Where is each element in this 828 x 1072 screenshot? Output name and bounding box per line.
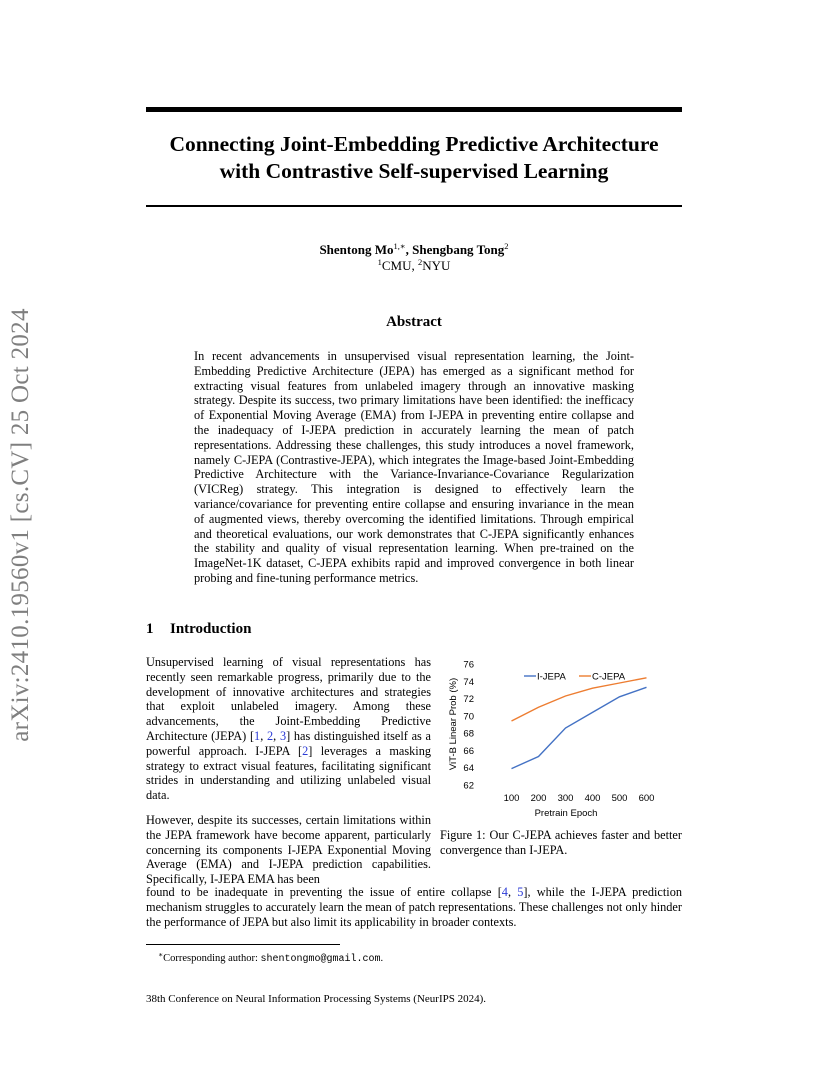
citation-link[interactable]: 5 [517, 885, 524, 899]
introduction-paragraph-2-end [146, 885, 682, 929]
author-2: Shengbang Tong [412, 242, 505, 257]
title-top-rule [146, 107, 682, 112]
author-2-mark: 2 [504, 241, 509, 251]
y-axis-ticks [463, 660, 474, 792]
y-tick-label: 62 [463, 780, 474, 792]
affiliations [146, 258, 682, 274]
x-axis-label: Pretrain Epoch [534, 808, 598, 819]
convergence-line-chart [440, 652, 682, 828]
paragraph-text: ] leverages a masking strategy to extract visual features, facilitating significant strides in understanding and utilizing unlabeled visual data. [146, 743, 431, 803]
abstract-heading: Abstract [386, 314, 442, 330]
citation-separator: , [260, 728, 267, 743]
citation-link[interactable]: 2 [302, 743, 309, 758]
x-tick-label: 200 [530, 793, 547, 804]
y-tick-label: 72 [463, 694, 474, 706]
y-tick-label: 64 [463, 763, 474, 775]
arxiv-identifier: arXiv:2410.19560v1 [cs.CV] 25 Oct 2024 [7, 308, 34, 742]
chart-series [512, 678, 647, 769]
title-line-2: with Contrastive Self-supervised Learning [219, 159, 609, 183]
footnote-rule [146, 944, 340, 945]
x-tick-label: 300 [557, 793, 574, 804]
y-tick-label: 66 [463, 745, 474, 757]
y-tick-label: 68 [463, 728, 474, 740]
y-axis-label: ViT-B Linear Prob (%) [448, 677, 459, 771]
paper-title [146, 131, 682, 185]
title-bottom-rule [146, 205, 682, 207]
figure-1 [440, 652, 682, 828]
section-title: Introduction [170, 621, 252, 637]
title-line-1: Connecting Joint-Embedding Predictive Architecture [169, 132, 659, 156]
paragraph-text: ], while the I-JEPA prediction mechanism struggles to accurately learn the mean of patch representations. These challenges not only hinder the performance of JEPA but also limit its applicability in broader contexts. [146, 885, 683, 929]
affiliation-1: CMU, [381, 258, 418, 273]
y-tick-label: 74 [463, 676, 474, 688]
affiliation-2-mark: 2 [417, 257, 423, 267]
author-names [146, 242, 682, 258]
author-1: Shentong Mo [319, 242, 394, 257]
affiliation-1-mark: 1 [377, 257, 382, 267]
citation-separator: , [273, 728, 280, 743]
y-tick-label: 70 [463, 711, 474, 723]
citation-separator: , [507, 885, 518, 899]
paragraph-text: found to be inadequate in preventing the issue of entire collapse [ [146, 885, 502, 899]
citation-link[interactable]: 1 [254, 728, 261, 743]
citation-link[interactable]: 3 [279, 728, 287, 743]
introduction-paragraph-1 [146, 655, 431, 803]
author-block [146, 242, 682, 274]
paragraph-text: Unsupervised learning of visual representations has recently seen remarkable progress, primarily due to the development of innovative architectures and strategies that exploit unlabeled imagery. Among these advancements, the Joint-Embedding Predictive Architecture (JEPA) [ [146, 655, 431, 743]
x-tick-label: 500 [611, 793, 628, 804]
x-tick-label: 600 [638, 793, 655, 804]
chart-legend [524, 672, 626, 683]
introduction-paragraph-2-start: However, despite its successes, certain limitations within the JEPA framework have become apparent, particularly concerning its components I-JEPA Exponential Moving Average (EMA) and I-JEPA prediction capabilities. Specifically, I-JEPA EMA has been [146, 813, 431, 887]
x-tick-label: 100 [503, 793, 520, 804]
footnote [158, 948, 383, 966]
legend-label: C-JEPA [592, 671, 626, 683]
abstract-text: In recent advancements in unsupervised visual representation learning, the Joint-Embedding Predictive Architecture (JEPA) has emerged as a significant method for extracting visual features from unlabeled imagery through an innovative masking strategy. Despite its success, two primary limitations have been identified: the inefficacy of Exponential Moving Average (EMA) from I-JEPA in preventing entire collapse and the inadequacy of I-JEPA prediction in accurately learning the mean of patch representations. Addressing these challenges, this study introduces a novel framework, namely C-JEPA (Contrastive-JEPA), which integrates the Image-based Joint-Embedding Predictive Architecture with the Variance-Invariance-Covariance Regularization (VICReg) strategy. This integration is designed to effectively learn the variance/covariance for preventing entire collapse and ensuring invariance in the mean of augmented views, thereby overcoming the identified limitations. Through empirical and theoretical evaluations, our work demonstrates that C-JEPA significantly enhances the stability and quality of visual representation learning. When pre-trained on the ImageNet-1K dataset, C-JEPA exhibits rapid and improved convergence in both linear probing and fine-tuning performance metrics. [194, 349, 634, 585]
x-tick-label: 400 [584, 793, 601, 804]
conference-note: 38th Conference on Neural Information Processing Systems (NeurIPS 2024). [146, 993, 487, 1005]
footnote-text: Corresponding author: [163, 953, 261, 964]
section-number: 1 [146, 621, 154, 637]
author-email-link[interactable]: shentongmo@gmail.com [260, 954, 381, 965]
introduction-heading [146, 619, 251, 639]
x-axis-ticks [504, 793, 655, 804]
paragraph-text: ] has distinguished itself as a powerful approach. I-JEPA [ [146, 728, 432, 758]
footnote-end: . [380, 953, 384, 964]
series-line-i-jepa [512, 687, 647, 768]
author-separator: , [405, 242, 413, 257]
y-tick-label: 76 [463, 659, 474, 671]
series-line-c-jepa [512, 678, 647, 721]
footnote-mark: ∗ [158, 950, 164, 959]
author-1-marks: 1,∗ [393, 241, 406, 251]
figure-caption: Figure 1: Our C-JEPA achieves faster and better convergence than I-JEPA. [440, 828, 682, 857]
citation-link[interactable]: 4 [501, 885, 508, 899]
affiliation-2: NYU [422, 258, 451, 273]
citation-link[interactable]: 2 [267, 728, 274, 743]
legend-label: I-JEPA [537, 671, 566, 683]
